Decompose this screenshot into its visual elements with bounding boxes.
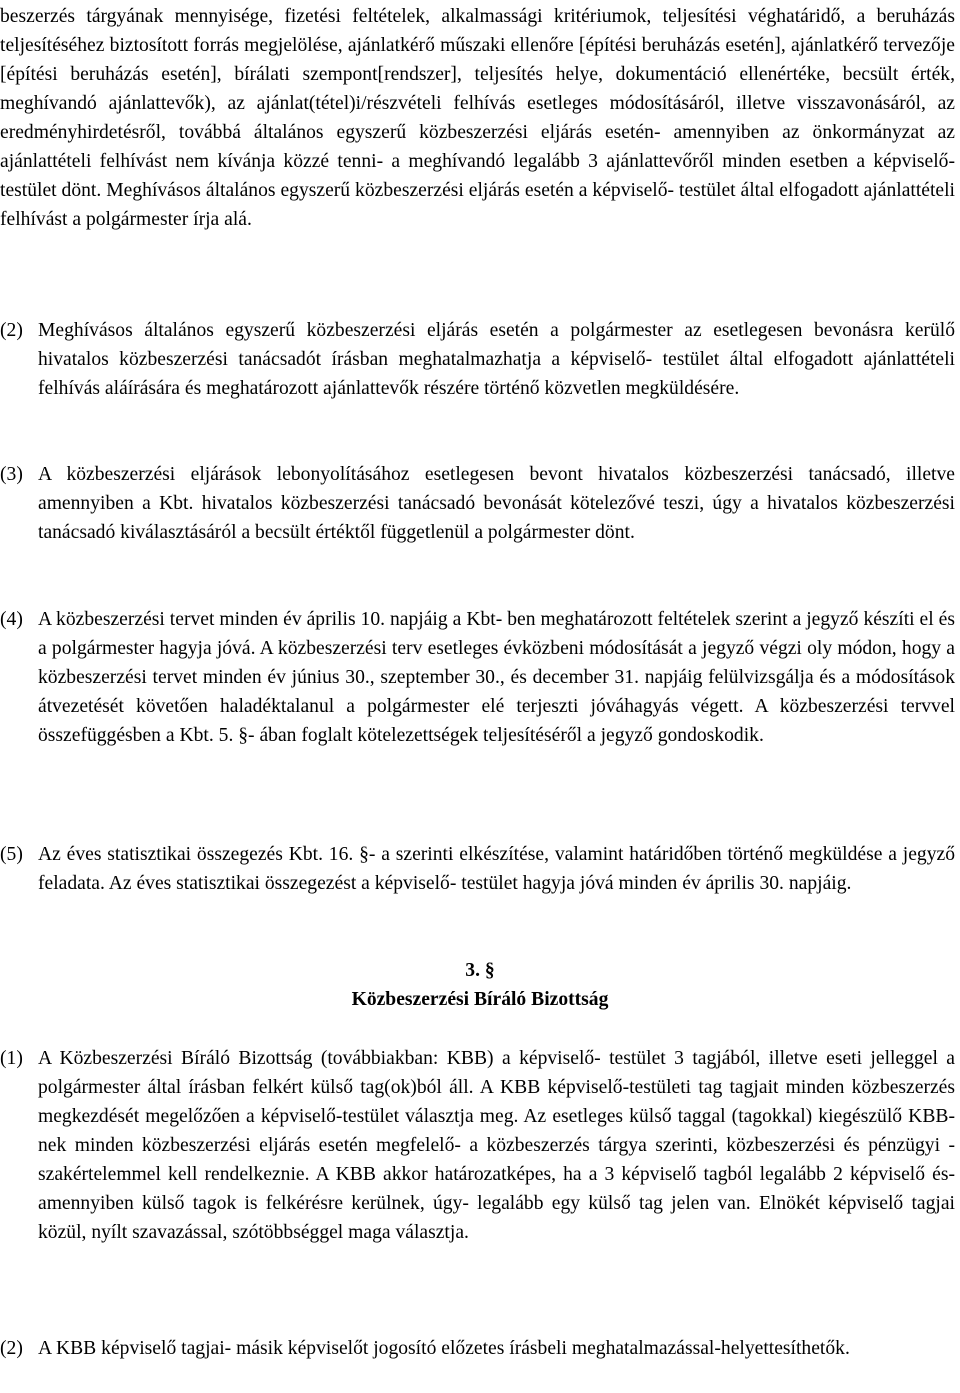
paragraph-3 <box>0 460 955 547</box>
paragraph-text: A közbeszerzési tervet minden év április 10. napjáig a Kbt- ben meghatározott feltételek szerint a jegyző készíti el és a polgármester hagyja jóvá. A közbeszerzési terv esetleges évközbeni módosítását a jegyző végzi oly módon, hogy a közbeszerzési tervet minden év június 30., szeptember 30., és december 31. napjáig felülvizsgálja és a módosítások átvezetését követően haladéktalanul a polgármester elé terjeszti jóváhagyás végett. A közbeszerzési tervvel összefüggésben a Kbt. 5. §- ában foglalt kötelezettségek teljesítéséről a jegyző gondoskodik. <box>38 609 955 746</box>
paragraph-2-kbb <box>0 1334 955 1363</box>
paragraph-text: A KBB képviselő tagjai- másik képviselőt jogosító előzetes írásbeli meghatalmazással-helyettesíthetők. <box>38 1338 850 1359</box>
paragraph-number: (2) <box>0 1338 23 1359</box>
paragraph-number: (3) <box>0 464 23 485</box>
paragraph-text: A közbeszerzési eljárások lebonyolításához esetlegesen bevont hivatalos közbeszerzési tanácsadó, illetve amennyiben a Kbt. hivatalos közbeszerzési tanácsadó bevonását kötelezővé teszi, úgy a hivatalos közbeszerzési tanácsadó kiválasztásáról a becsült értéktől függetlenül a polgármester dönt. <box>38 464 955 543</box>
section-title: Közbeszerzési Bíráló Bizottság <box>351 989 609 1010</box>
intro-paragraph: beszerzés tárgyának mennyisége, fizetési feltételek, alkalmassági kritériumok, teljesítési véghatáridő, a beruházás teljesítéséhez biztosított forrás megjelölése, ajánlatkérő műszaki ellenőre [építési beruházás esetén], ajánlatkérő tervezője [építési beruházás esetén], bírálati szempont[rendszer], teljesítés helye, dokumentáció ellenértéke, becsült érték, meghívandó ajánlattevők), az ajánlat(tétel)i/részvételi felhívás esetleges módosításáról, illetve visszavonásáról, az eredményhirdetésről, továbbá általános egyszerű közbeszerzési eljárás esetén- amennyiben az önkormányzat az ajánlattételi felhívást nem kívánja közzé tenni- a meghívandó legalább 3 ajánlattevőről minden esetben a képviselő-testület dönt. Meghívásos általános egyszerű közbeszerzési eljárás esetén a képviselő- testület által elfogadott ajánlattételi felhívást a polgármester írja alá. <box>0 6 955 230</box>
paragraph-text: Az éves statisztikai összegezés Kbt. 16. §- a szerinti elkészítése, valamint határidőben történő megküldése a jegyző feladata. Az éves statisztikai összegezést a képviselő- testület hagyja jóvá minden év április 30. napjáig. <box>38 844 955 894</box>
paragraph-text: Meghívásos általános egyszerű közbeszerzési eljárás esetén a polgármester az esetlegesen bevonásra kerülő hivatalos közbeszerzési tanácsadót írásban meghatalmazhatja a képviselő- testület által elfogadott ajánlattételi felhívás aláírására és meghatározott ajánlattevők részére történő közvetlen megküldésére. <box>38 320 955 399</box>
paragraph-number: (5) <box>0 844 23 865</box>
paragraph-2 <box>0 316 955 403</box>
paragraph-number: (1) <box>0 1048 23 1069</box>
paragraph-number: (4) <box>0 609 23 630</box>
paragraph-4 <box>0 605 955 750</box>
section-number: 3. § <box>465 960 495 981</box>
paragraph-text: A Közbeszerzési Bíráló Bizottság (továbbiakban: KBB) a képviselő- testület 3 tagjából, illetve eseti jelleggel a polgármester által írásban felkért külső tag(ok)ból áll. A KBB képviselő-testületi tag tagjait minden közbeszerzés megkezdését megelőzően a képviselő-testület választja meg. Az esetleges külső taggal (tagokkal) kiegészülő KBB- nek minden közbeszerzési eljárás esetén megfelelő- a közbeszerzés tárgya szerinti, közbeszerzési és pénzügyi - szakértelemmel kell rendelkeznie. A KBB akkor határozatképes, ha a 3 képviselő tagból legalább 2 képviselő és- amennyiben külső tagok is felkérésre kerülnek, úgy- legalább egy külső tag jelen van. Elnökét képviselő tagjai közül, nyílt szavazással, szótöbbséggel maga választja. <box>38 1048 955 1243</box>
paragraph-1 <box>0 1044 955 1247</box>
paragraph-number: (2) <box>0 320 23 341</box>
paragraph-5 <box>0 840 955 898</box>
section-heading <box>0 956 960 1014</box>
